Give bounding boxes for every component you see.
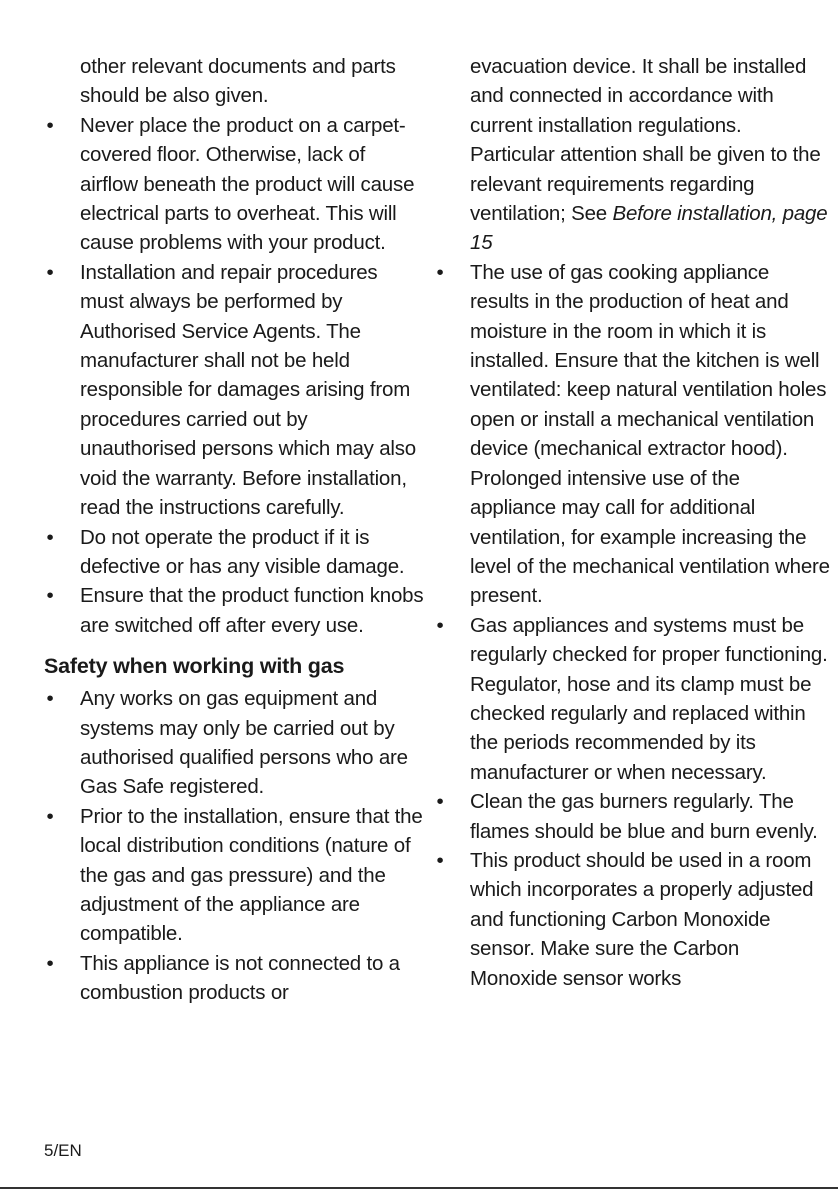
list-item: • Clean the gas burners regularly. The flames should be blue and burn evenly. [434,787,830,846]
page-bottom-divider [0,1187,838,1189]
bullet-icon: • [46,804,54,828]
bullet-icon: • [436,848,444,872]
left-bullet-list-b [44,684,424,1007]
bullet-icon: • [436,260,444,284]
page-number: 5/EN [44,1141,82,1160]
bullet-icon: • [46,525,54,549]
right-bullet-list [434,258,830,993]
list-item: • Prior to the installation, ensure that the local distribution conditions (nature of the gas and gas pressure) and the adjustment of the appliance are compatible. [44,802,424,949]
section-heading: Safety when working with gas [44,654,345,679]
left-column [44,52,424,1008]
bullet-icon: • [436,613,444,637]
right-continuation-text: evacuation device. It shall be installed and connected in accordance with current installation regulations. Particular attention shall be given to the relevant requirements regarding ventilation; See Before installation, page 15 [470,55,828,255]
bullet-icon: • [46,584,54,608]
left-bullet-list-a [44,111,424,640]
list-item: • Installation and repair procedures must always be performed by Authorised Service Agents. The manufacturer shall not be held responsible for damages arising from procedures carried out by unauthorised persons which may also void the warranty. Before installation, read the instructions carefully. [44,258,424,523]
bullet-icon: • [46,260,54,284]
bullet-icon: • [46,687,54,711]
list-item: • The use of gas cooking appliance results in the production of heat and moisture in the room in which it is installed. Ensure that the kitchen is well ventilated: keep natural ventilation holes open or install a mechanical ventilation device (mechanical extractor hood). Prolonged intensive use of the appliance may call for additional ventilation, for example increasing the level of the mechanical ventilation where present. [434,258,830,611]
bullet-icon: • [436,790,444,814]
right-column [434,52,830,993]
cross-reference-link[interactable]: Before installation, page 15 [470,202,828,255]
left-continuation-text: other relevant documents and parts should be also given. [80,55,396,108]
list-item: • This appliance is not connected to a combustion products or [44,949,424,1008]
list-item: • Never place the product on a carpet-covered floor. Otherwise, lack of airflow beneath the product will cause electrical parts to overheat. This will cause problems with your product. [44,111,424,258]
bullet-icon: • [46,951,54,975]
bullet-icon: • [46,113,54,137]
list-item: • This product should be used in a room which incorporates a properly adjusted and functioning Carbon Monoxide sensor. Make sure the Carbon Monoxide sensor works [434,846,830,993]
list-item: • Do not operate the product if it is defective or has any visible damage. [44,523,424,582]
list-item: • Ensure that the product function knobs are switched off after every use. [44,581,424,640]
list-item: • Gas appliances and systems must be regularly checked for proper functioning. Regulator, hose and its clamp must be checked regularly and replaced within the periods recommended by its manufacturer or when necessary. [434,611,830,787]
list-item: • Any works on gas equipment and systems may only be carried out by authorised qualified persons who are Gas Safe registered. [44,684,424,802]
